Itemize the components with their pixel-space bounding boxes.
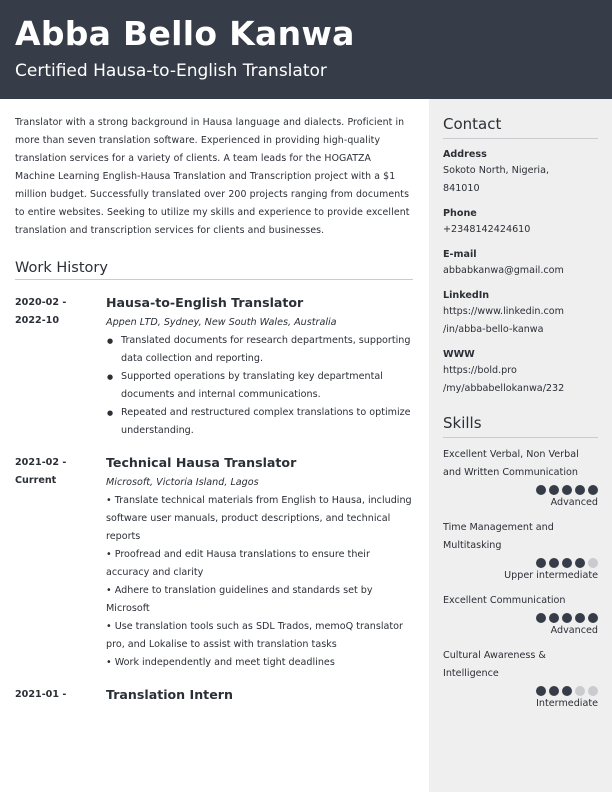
skill-item bbox=[443, 592, 598, 639]
rating-dot-empty bbox=[588, 686, 598, 696]
skill-item bbox=[443, 647, 598, 712]
email-value: abbabkanwa@gmail.com bbox=[443, 265, 564, 276]
job-company: Appen LTD, Sydney, New South Wales, Australia bbox=[106, 317, 337, 328]
skill-rating bbox=[443, 613, 598, 623]
candidate-title: Certified Hausa-to-English Translator bbox=[15, 61, 327, 81]
job-bullet: • Adhere to translation guidelines and standards set by Microsoft bbox=[106, 585, 373, 614]
job-bullet: ● Translated documents for research departments, supporting data collection and reporting. bbox=[106, 332, 413, 368]
job-bullets bbox=[106, 492, 413, 672]
linkedin-url-line-2: /in/abba-bello-kanwa bbox=[443, 324, 544, 335]
job-bullet: ● Supported operations by translating key departmental documents and internal communications. bbox=[106, 368, 413, 404]
skill-level: Advanced bbox=[550, 497, 598, 508]
rating-dot-filled bbox=[562, 686, 572, 696]
work-history-title: Work History bbox=[15, 260, 413, 280]
job-bullet: • Proofread and edit Hausa translations to ensure their accuracy and clarity bbox=[106, 549, 370, 578]
address-line-2: 841010 bbox=[443, 183, 480, 194]
rating-dot-filled bbox=[562, 613, 572, 623]
rating-dot-filled bbox=[588, 613, 598, 623]
rating-dot-filled bbox=[536, 686, 546, 696]
rating-dot-filled bbox=[549, 613, 559, 623]
email-label: E-mail bbox=[443, 249, 477, 260]
job-company: Microsoft, Victoria Island, Lagos bbox=[106, 477, 259, 488]
rating-dot-filled bbox=[549, 686, 559, 696]
www-url-line-2: /my/abbabellokanwa/232 bbox=[443, 383, 565, 394]
job-entry-3 bbox=[15, 686, 413, 704]
job-role: Hausa-to-English Translator bbox=[106, 295, 304, 310]
skill-name: Excellent Communication bbox=[443, 595, 566, 606]
skill-level: Advanced bbox=[550, 625, 598, 636]
rating-dot-filled bbox=[562, 558, 572, 568]
job-dates bbox=[15, 686, 95, 704]
rating-dot-filled bbox=[536, 613, 546, 623]
job-entry-2 bbox=[15, 454, 413, 672]
job-role: Translation Intern bbox=[106, 687, 233, 702]
www-url-line-1: https://bold.pro bbox=[443, 365, 517, 376]
rating-dot-filled bbox=[575, 613, 585, 623]
skill-level: Upper intermediate bbox=[504, 570, 598, 581]
www-label: WWW bbox=[443, 349, 475, 360]
rating-dot-filled bbox=[536, 558, 546, 568]
skill-item bbox=[443, 446, 598, 511]
job-bullet: • Translate technical materials from English to Hausa, including software user manuals, product descriptions, and technical reports bbox=[106, 495, 412, 542]
job-dates bbox=[15, 294, 95, 330]
contact-title: Contact bbox=[443, 115, 598, 139]
address-label: Address bbox=[443, 149, 487, 160]
linkedin-label: LinkedIn bbox=[443, 290, 490, 301]
sidebar bbox=[429, 99, 612, 792]
rating-dot-filled bbox=[562, 485, 572, 495]
skill-name: Excellent Verbal, Non Verbal and Written Communication bbox=[443, 449, 579, 478]
job-date-start: 2021-01 - bbox=[15, 689, 67, 700]
job-bullet: ● Repeated and restructured complex translations to optimize understanding. bbox=[106, 404, 413, 440]
job-role: Technical Hausa Translator bbox=[106, 455, 297, 470]
candidate-name: Abba Bello Kanwa bbox=[15, 14, 355, 53]
skill-name: Time Management and Multitasking bbox=[443, 522, 554, 551]
rating-dot-filled bbox=[536, 485, 546, 495]
job-entry-1 bbox=[15, 294, 413, 440]
job-date-end: 2022-10 bbox=[15, 315, 60, 326]
skill-rating bbox=[443, 686, 598, 696]
job-dates bbox=[15, 454, 95, 490]
resume-header bbox=[0, 0, 612, 99]
rating-dot-empty bbox=[575, 686, 585, 696]
rating-dot-filled bbox=[588, 485, 598, 495]
job-bullets bbox=[106, 332, 413, 440]
skill-item bbox=[443, 519, 598, 584]
skill-name: Cultural Awareness & Intelligence bbox=[443, 650, 546, 679]
address-line-1: Sokoto North, Nigeria, bbox=[443, 165, 550, 176]
job-date-start: 2020-02 - bbox=[15, 297, 67, 308]
skills-list bbox=[443, 446, 598, 712]
job-date-start: 2021-02 - bbox=[15, 457, 67, 468]
job-bullet: • Work independently and meet tight deadlines bbox=[106, 657, 335, 668]
skills-title: Skills bbox=[443, 414, 598, 438]
job-date-end: Current bbox=[15, 475, 57, 486]
skill-rating bbox=[443, 558, 598, 568]
rating-dot-filled bbox=[575, 558, 585, 568]
skill-level: Intermediate bbox=[536, 698, 598, 709]
linkedin-url-line-1: https://www.linkedin.com bbox=[443, 306, 564, 317]
professional-summary: Translator with a strong background in Hausa language and dialects. Proficient in more than seven translation software. Experienced in providing high-quality translation services for a variety of clients. A team leads for the HOGATZA Machine Learning English-Hausa Translation and Transcription project with a $1 million budget. Successfully translated over 200 projects ranging from documents to entire websites. Seeking to utilize my skills and experience to provide excellent translation and transcription services for clients and businesses. bbox=[15, 117, 410, 236]
main-column bbox=[15, 114, 413, 704]
job-bullet: • Use translation tools such as SDL Trados, memoQ translator pro, and Lokalise to assist with translation tasks bbox=[106, 621, 403, 650]
phone-label: Phone bbox=[443, 208, 477, 219]
phone-value: +2348142424610 bbox=[443, 224, 531, 235]
rating-dot-filled bbox=[575, 485, 585, 495]
rating-dot-filled bbox=[549, 558, 559, 568]
rating-dot-filled bbox=[549, 485, 559, 495]
skill-rating bbox=[443, 485, 598, 495]
rating-dot-empty bbox=[588, 558, 598, 568]
